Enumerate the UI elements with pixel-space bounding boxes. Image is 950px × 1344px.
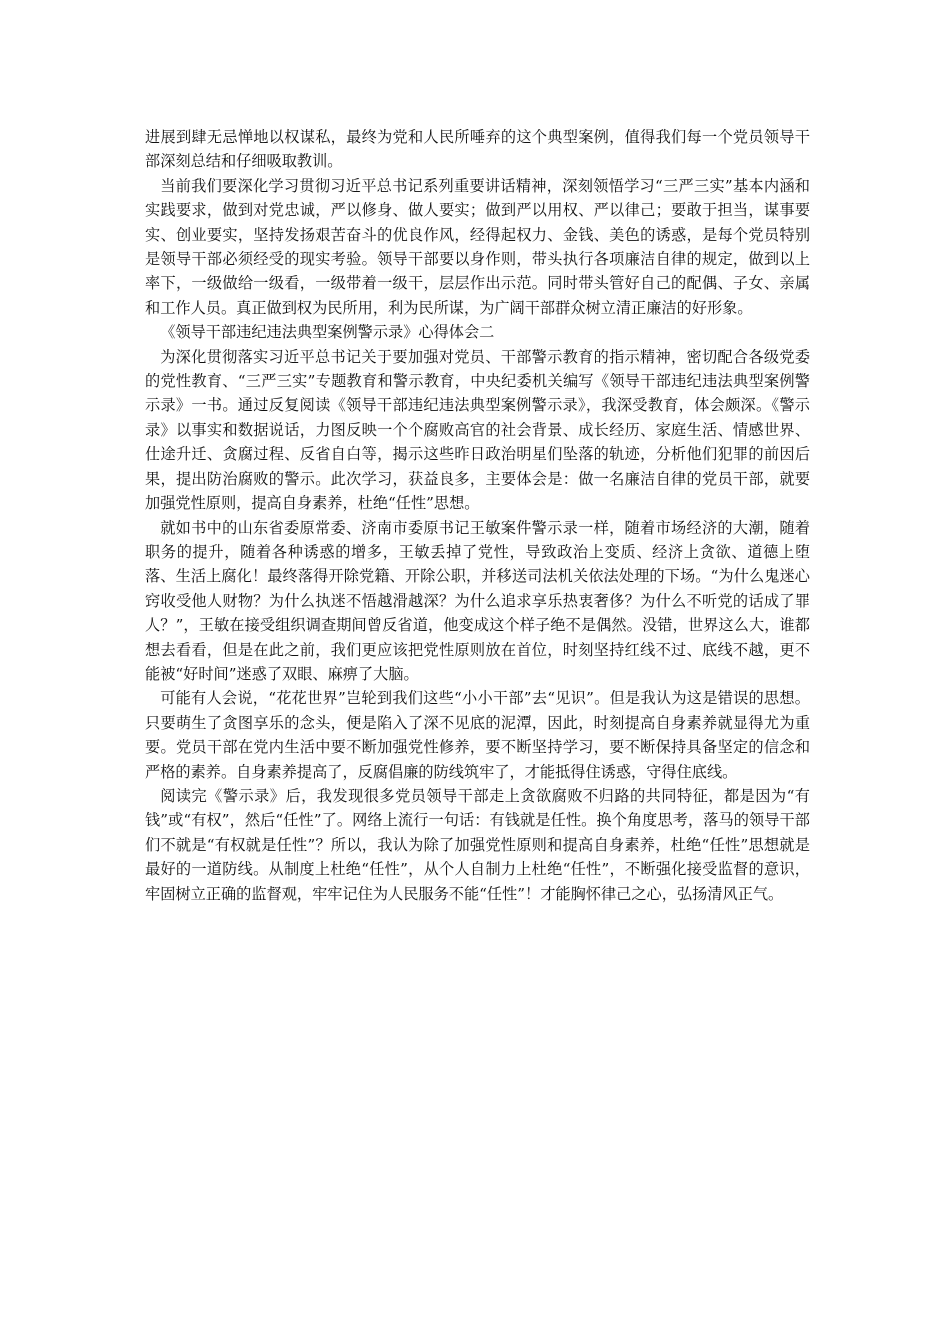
paragraph: 就如书中的山东省委原常委、济南市委原书记王敏案件警示录一样，随着市场经济的大潮，随着职务的提升，随着各种诱惑的增多，王敏丢掉了党性，导致政治上变质、经济上贪欲、道德上堕落、生活上腐化！最终落得开除党籍、开除公职，并移送司法机关依法处理的下场。“为什么鬼迷心窍收受他人财物？为什么执迷不悟越滑越深？为什么追求享乐热衷奢侈？为什么不听党的话成了罪人？”，王敏在接受组织调查期间曾反省道，他变成这个样子绝不是偶然。没错，世界这么大，谁都想去看看，但是在此之前，我们更应该把党性原则放在首位，时刻坚持红线不过、底线不越，更不能被“好时间”迷惑了双眼、麻痹了大脑。 <box>145 518 810 683</box>
paragraph: 当前我们要深化学习贯彻习近平总书记系列重要讲话精神，深刻领悟学习“三严三实”基本内涵和实践要求，做到对党忠诚，严以修身、做人要实；做到严以用权、严以律己；要敢于担当，谋事要实、创业要实，坚持发扬艰苦奋斗的优良作风，经得起权力、金钱、美色的诱惑，是每个党员特别是领导干部必须经受的现实考验。领导干部要以身作则，带头执行各项廉洁自律的规定，做到以上率下，一级做给一级看，一级带着一级干，层层作出示范。同时带头管好自己的配偶、子女、亲属和工作人员。真正做到权为民所用，利为民所谋，为广阔干部群众树立清正廉洁的好形象。 <box>145 176 810 317</box>
section-heading: 《领导干部违纪违法典型案例警示录》心得体会二 <box>160 323 495 342</box>
paragraph-continuation: 进展到肆无忌惮地以权谋私，最终为党和人民所唾弃的这个典型案例，值得我们每一个党员领导干部深刻总结和仔细吸取教训。 <box>145 128 810 171</box>
paragraph: 可能有人会说，“花花世界”岂轮到我们这些“小小干部”去“见识”。但是我认为这是错误的思想。只要萌生了贪图享乐的念头，便是陷入了深不见底的泥潭，因此，时刻提高自身素养就显得尤为重要。党员干部在党内生活中要不断加强党性修养，要不断坚持学习，要不断保持具备坚定的信念和严格的素养。自身素养提高了，反腐倡廉的防线筑牢了，才能抵得住诱惑，守得住底线。 <box>145 689 810 781</box>
paragraph: 阅读完《警示录》后，我发现很多党员领导干部走上贪欲腐败不归路的共同特征，都是因为“有钱”或“有权”，然后“任性”了。网络上流行一句话：有钱就是任性。换个角度思考，落马的领导干部们不就是“有权就是任性”？所以，我认为除了加强党性原则和提高自身素养，杜绝“任性”思想就是最好的一道防线。从制度上杜绝“任性”，从个人自制力上杜绝“任性”，不断强化接受监督的意识，牢固树立正确的监督观，牢牢记住为人民服务不能“任性”！才能胸怀律己之心，弘扬清风正气。 <box>145 786 810 903</box>
paragraph: 为深化贯彻落实习近平总书记关于要加强对党员、干部警示教育的指示精神，密切配合各级党委的党性教育、“三严三实”专题教育和警示教育，中央纪委机关编写《领导干部违纪违法典型案例警示录》一书。通过反复阅读《领导干部违纪违法典型案例警示录》，我深受教育，体会颇深。《警示录》以事实和数据说话，力图反映一个个腐败高官的社会背景、成长经历、家庭生活、情感世界、仕途升迁、贪腐过程、反省自白等，揭示这些昨日政治明星们坠落的轨迹，分析他们犯罪的前因后果，提出防治腐败的警示。此次学习，获益良多，主要体会是：做一名廉洁自律的党员干部，就要加强党性原则，提高自身素养，杜绝“任性”思想。 <box>145 347 810 513</box>
document-body <box>145 125 810 906</box>
